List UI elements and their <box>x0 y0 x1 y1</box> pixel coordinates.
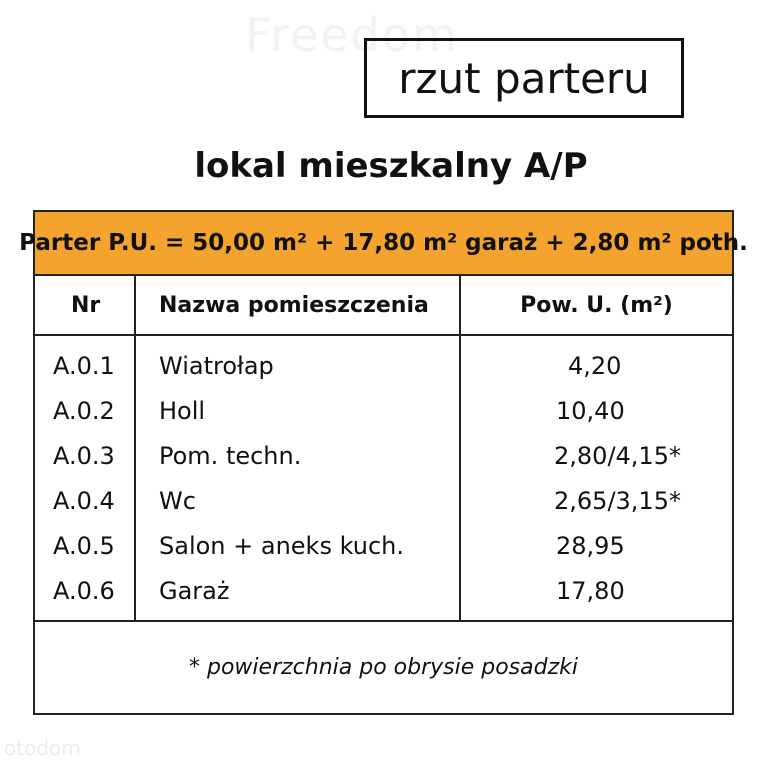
room-area: 2,65/3,15* <box>554 487 681 515</box>
room-name: Pom. techn. <box>159 442 302 470</box>
room-name: Wiatrołap <box>159 352 274 380</box>
header-usable-area: Pow. U. (m²) <box>520 292 673 318</box>
table-row <box>35 434 732 478</box>
room-area: 4,20 <box>568 352 622 380</box>
table-header-row <box>35 276 732 336</box>
table-row <box>35 569 732 613</box>
table-row <box>35 524 732 568</box>
room-number: A.0.6 <box>53 577 115 605</box>
unit-subtitle: lokal mieszkalny A/P <box>194 146 588 186</box>
room-number: A.0.2 <box>53 397 115 425</box>
room-area: 10,40 <box>556 397 625 425</box>
room-area: 2,80/4,15* <box>554 442 681 470</box>
header-nr: Nr <box>71 292 101 318</box>
table-row <box>35 479 732 523</box>
header-room-name: Nazwa pomieszczenia <box>159 292 429 318</box>
room-area-table <box>19 210 748 715</box>
room-number: A.0.3 <box>53 442 115 470</box>
room-number: A.0.5 <box>53 532 115 560</box>
room-number: A.0.4 <box>53 487 115 515</box>
room-name: Holl <box>159 397 206 425</box>
room-area: 28,95 <box>556 532 625 560</box>
room-name: Salon + aneks kuch. <box>159 532 404 560</box>
table-row <box>35 344 732 388</box>
plan-title-box: rzut parteru <box>364 38 684 118</box>
divider-header-1 <box>134 276 136 336</box>
watermark-otodom: otodom <box>4 736 81 760</box>
watermark-freedom: Freedom <box>245 8 459 62</box>
room-name: Garaż <box>159 577 230 605</box>
table-row <box>35 389 732 433</box>
total-area-banner: Parter P.U. = 50,00 m² + 17,80 m² garaż + 2,80 m² poth. <box>35 212 732 276</box>
room-number: A.0.1 <box>53 352 115 380</box>
footnote-area-definition: * powierzchnia po obrysie posadzki <box>35 620 732 713</box>
room-area: 17,80 <box>556 577 625 605</box>
room-rows <box>35 336 732 620</box>
room-name: Wc <box>159 487 196 515</box>
